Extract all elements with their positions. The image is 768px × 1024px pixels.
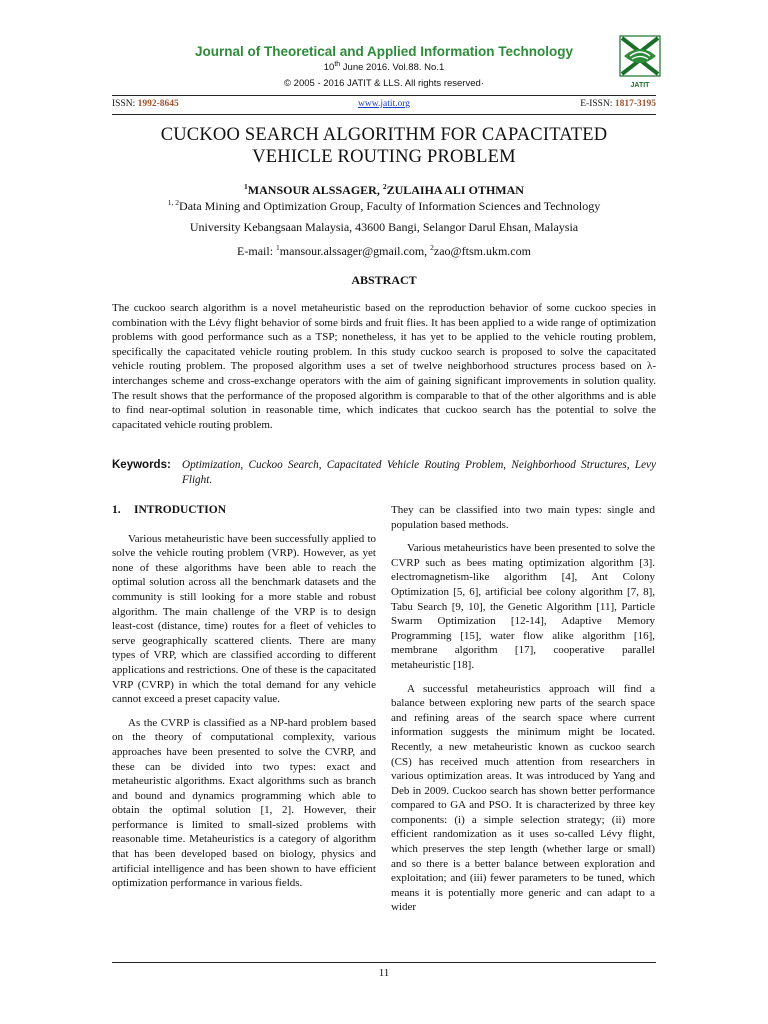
footer-rule (112, 962, 656, 963)
header-rule-top (112, 95, 656, 96)
keywords-text: Optimization, Cuckoo Search, Capacitated Vehicle Routing Problem, Neighborhood Structures, Levy Flight. (182, 459, 656, 486)
affiliation-university: University Kebangsaan Malaysia, 43600 Bangi, Selangor Darul Ehsan, Malaysia (189, 220, 579, 234)
logo-text: JATIT (630, 82, 650, 89)
keywords-label: Keywords: (112, 459, 171, 471)
page-number: 11 (378, 967, 390, 979)
eissn: E-ISSN: 1817-3195 (580, 99, 656, 109)
author-emails: E-mail: $^1$mansour.alssager@gmail.com, $^2$zao@ftsm.ukm.com (237, 243, 531, 258)
left-column (112, 503, 376, 900)
authors: $^1$MANSOUR ALSSAGER, $^2$ZULAIHA ALI OTHMAN (244, 182, 524, 197)
paragraph: As the CVRP is classified as a NP-hard problem based on the theory of computational complexity, various approaches have been presented to solve the CVRP, and these can be divided into two types: exact and metaheuristic algorithms. Exact algorithms such as branch and bound and dynamics programming which able to obtain the optimal solution [1, 2]. However, their performance is limited to small-sized problems with reasonable time. Metaheuristics is a category of algorithm that has been developed based on biology, physics and artificial intelligence and has been shown to have efficient optimization performance in various fields. (112, 716, 376, 890)
paragraph: Various metaheuristics have been presented to solve the CVRP such as bees mating optimization algorithm [3]. electromagnetism-like algorithm [4], Ant Colony Optimization [5, 6], artificial bee colony algorithm [7, 8], Tabu Search [9, 10], the Genetic Algorithm [11], Particle Swarm Optimization [12-14], Adaptive Memory Programming [15], water flow alike algorithm [16], membrane algorithm [17], cooperative parallel metaheuristic [18]. (391, 542, 655, 671)
website-link[interactable]: www.jatit.org (358, 99, 410, 109)
issn: ISSN: 1992-8645 (112, 99, 179, 109)
paragraph-continuation: They can be classified into two main types: single and population based methods. (391, 504, 655, 531)
affiliation-group: $^{1, 2}$Data Mining and Optimization Group, Faculty of Information Sciences and Technology (167, 198, 601, 213)
abstract-heading: ABSTRACT (351, 273, 417, 287)
copyright-notice: © 2005 - 2016 JATIT & LLS. All rights reserved· (284, 78, 484, 89)
right-column (391, 503, 655, 924)
header-rule-bottom (112, 114, 656, 115)
issue-info: 10th June 2016. Vol.88. No.1 (323, 61, 445, 74)
jatit-logo (618, 30, 662, 92)
abstract-text: The cuckoo search algorithm is a novel metaheuristic based on the reproduction behavior of some cuckoo species in combination with the Lévy flight behavior of some birds and fruit flies. It has been applied to a wide range of optimization problems with good performance such as a TSP; nonetheless, it has yet to be applied to the vehicle routing problem, specifically the capacitated vehicle routing problem. In this study cuckoo search is proposed to solve the capacitated vehicle routing problem. The proposed algorithm uses a set of twelve neighborhood structures process based on λ-interchanges scheme and cross-exchange operators with the aim of gaining significant improvements in solution quality. The result shows that the performance of the proposed algorithm is comparable to that of the other algorithms and is able to find near-optimal solution in reasonable time, which indicates that cuckoo search has the potential to solve the capacitated vehicle routing problem. (112, 302, 656, 431)
paragraph: Various metaheuristic have been successfully applied to solve the vehicle routing problem (VRP). However, as yet none of these algorithms have been able to reach the optimal solution across all the benchmark datasets and the community is still looking for a more stable and robust algorithm. The main challenge of the VRP is to design least-cost (distance, time) routes for a fleet of vehicles to serve geographically scattered clients. There are many types of VRP, which are classified according to different applications and restrictions. One of these is the capacitated VRP (CVRP) in which the total demand for any vehicle cannot exceed a preset capacity value. (112, 532, 376, 706)
journal-title: Journal of Theoretical and Applied Information Technology (194, 44, 574, 59)
issn-row (112, 99, 656, 113)
section-heading-introduction: 1. INTRODUCTION (112, 504, 227, 516)
paper-title: CUCKOO SEARCH ALGORITHM FOR CAPACITATED VEHICLE ROUTING PROBLEM (160, 125, 608, 167)
paragraph: A successful metaheuristics approach will find a balance between exploring new parts of the search space and refining areas of the search space where current information suggests the minimum might be located. Recently, a new metaheuristic known as cuckoo search (CS) has received much attention from researchers in various optimization areas. It was introduced by Yang and Deb in 2009. Cuckoo search has shown better performance compared to GA and PSO. It is characterized by three key components: (i) a simple selection strategy; (ii) more efficient randomization as it uses so-called Lévy flight, which preserves the step length (whether large or small) and so there is a better balance between exploration and exploitation; and (iii) fewer parameters to be tuned, which means it is potentially more generic and can adapt to a wider (391, 682, 655, 914)
